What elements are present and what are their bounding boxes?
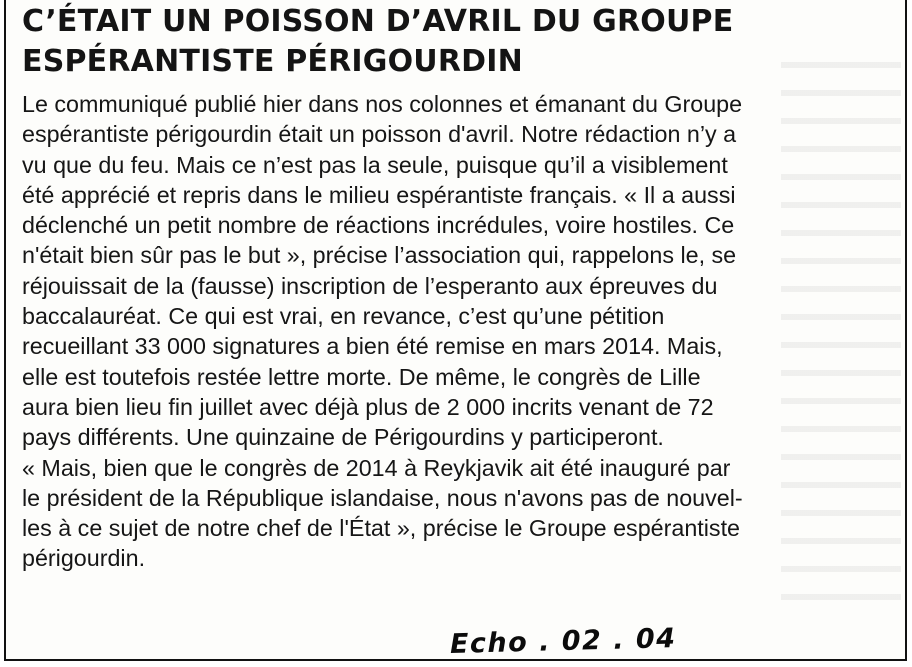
body-line: « Mais, bien que le congrès de 2014 à Reykjavik ait été inauguré par [22,454,731,481]
body-line: vu que du feu. Mais ce n’est pas la seule, puisque qu’il a visiblement [22,151,728,178]
body-line: le président de la République islandaise, nous n'avons pas de nouvel- [22,484,743,511]
handwritten-source-note: Echo . 02 . 04 [449,623,677,660]
body-line: Le communiqué publié hier dans nos colonnes et émanant du Groupe [22,91,743,117]
body-line: périgourdin. [22,545,146,572]
body-line: n'était bien sûr pas le but », précise l’association qui, rappelons le, se [22,242,737,269]
body-line: été apprécié et repris dans le milieu espérantiste français. « Il a aussi [22,181,736,208]
body-line: elle est toutefois restée lettre morte. De même, le congrès de Lille [22,363,701,390]
body-line: aura bien lieu fin juillet avec déjà plus de 2 000 incrits venant de 72 [22,393,714,420]
article-headline [22,2,882,82]
body-line: recueillant 33 000 signatures a bien été remise en mars 2014. Mais, [22,333,723,360]
body-line: pays différents. Une quinzaine de Périgourdins y participeront. [22,424,664,451]
body-line: réjouissait de la (fausse) inscription de l’esperanto aux épreuves du [22,272,718,299]
newspaper-clipping [4,0,907,661]
body-line: espérantiste périgourdin était un poisson d'avril. Notre rédaction n’y a [22,121,737,148]
headline-line: C’ÉTAIT UN POISSON D’AVRIL DU GROUPE [22,4,734,39]
article-body [22,89,906,574]
body-line: baccalauréat. Ce qui est vrai, en revance, c’est qu’une pétition [22,303,665,330]
headline-line: ESPÉRANTISTE PÉRIGOURDIN [22,44,523,79]
body-line: les à ce sujet de notre chef de l'État », précise le Groupe espérantiste [22,515,741,542]
body-line: déclenché un petit nombre de réactions incrédules, voire hostiles. Ce [22,212,735,239]
